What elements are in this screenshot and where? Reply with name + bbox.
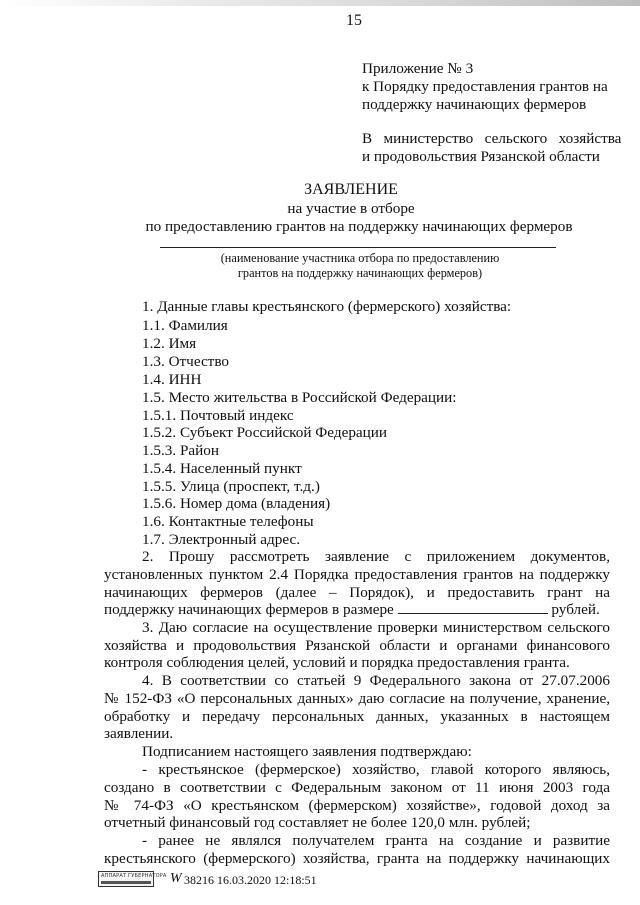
para2-line-1: 2. Прошу рассмотреть заявление с приложением документов, (142, 548, 610, 565)
para3-line-2: хозяйства и продовольствия Рязанской области и органами финансового (104, 637, 610, 654)
grant-amount-blank (398, 601, 548, 614)
scan-edge (0, 0, 640, 6)
addressee-line-2: и продовольствия Рязанской области (362, 148, 600, 165)
page-number: 15 (346, 12, 362, 29)
para3-line-1: 3. Даю согласие на осуществление проверки министерством сельского (142, 619, 610, 636)
appendix-line-1: Приложение № 3 (362, 60, 474, 77)
subtitle-line-2: по предоставлению грантов на поддержку начинающих фермеров (145, 218, 573, 235)
field-section-1: 1. Данные главы крестьянского (фермерского) хозяйства: (142, 298, 512, 315)
signature-mark: W (170, 871, 182, 886)
field-district: 1.5.3. Район (142, 442, 220, 459)
field-email: 1.7. Электронный адрес. (142, 531, 301, 548)
subtitle-line-1: на участие в отборе (287, 200, 415, 217)
para4-line-2: № 152-ФЗ «О персональных данных» даю согласие на получение, хранение, (104, 690, 610, 707)
participant-name-line (160, 247, 556, 248)
bullet1-line-3: № 74-ФЗ «О крестьянском (фермерском) хозяйстве», годовой доход за (104, 797, 610, 814)
bullet2-line-2: крестьянского (фермерского) хозяйства, гранта на поддержку начинающих (104, 850, 610, 867)
para2-line-4 (104, 600, 600, 619)
field-inn: 1.4. ИНН (142, 371, 202, 388)
para2-line-3: начинающих фермеров (далее – Порядок), и предоставить грант на (104, 584, 610, 601)
field-surname: 1.1. Фамилия (142, 317, 228, 334)
registry-stamp-text: АППАРАТ ГУБЕРНАТОРА (101, 873, 167, 879)
bullet1-line-4: отчетный финансовый год составляет не более 120,0 млн. рублей; (104, 814, 531, 831)
field-patronymic: 1.3. Отчество (142, 353, 229, 370)
bullet1-line-1: - крестьянское (фермерское) хозяйство, главой которого являюсь, (142, 761, 610, 778)
field-phones: 1.6. Контактные телефоны (142, 513, 314, 530)
field-street: 1.5.5. Улица (проспект, т.д.) (142, 478, 320, 495)
document-registration-info: 38216 16.03.2020 12:18:51 (184, 873, 317, 887)
field-postal-code: 1.5.1. Почтовый индекс (142, 407, 294, 424)
confirm-intro: Подписанием настоящего заявления подтверждаю: (142, 743, 472, 760)
field-locality: 1.5.4. Населенный пункт (142, 460, 302, 477)
field-house: 1.5.6. Номер дома (владения) (142, 495, 331, 512)
participant-caption-1: (наименование участника отбора по предоставлению (220, 251, 500, 265)
para2-line-2: установленных пунктом 2.4 Порядка предоставления грантов на поддержку (104, 566, 610, 583)
addressee-line-1: В министерство сельского хозяйства (362, 130, 622, 147)
appendix-line-3: поддержку начинающих фермеров (362, 96, 587, 113)
registry-stamp (98, 871, 167, 887)
para4-line-4: заявлении. (104, 725, 174, 742)
bullet2-line-1: - ранее не являлся получателем гранта на создание и развитие (142, 832, 610, 849)
appendix-line-2: к Порядку предоставления грантов на (362, 78, 608, 95)
participant-caption-2: грантов на поддержку начинающих фермеров) (237, 266, 483, 280)
bullet1-line-2: создано в соответствии с Федеральным законом от 11 июня 2003 года (104, 779, 610, 796)
document-title: ЗАЯВЛЕНИЕ (304, 181, 398, 198)
para4-line-3: обработку и передачу персональных данных, указанных в настоящем (104, 708, 610, 725)
para3-line-3: контроля соблюдения целей, условий и порядка предоставления гранта. (104, 654, 570, 671)
field-residence: 1.5. Место жительства в Российской Федерации: (142, 389, 457, 406)
field-region: 1.5.2. Субъект Российской Федерации (142, 424, 388, 441)
field-name: 1.2. Имя (142, 335, 197, 352)
para2-amount-suffix: рублей. (551, 601, 600, 618)
para4-line-1: 4. В соответствии со статьей 9 Федерального закона от 27.07.2006 (142, 672, 610, 689)
para2-amount-prefix: поддержку начинающих фермеров в размере (104, 601, 394, 618)
registry-stamp-bar (101, 881, 151, 884)
